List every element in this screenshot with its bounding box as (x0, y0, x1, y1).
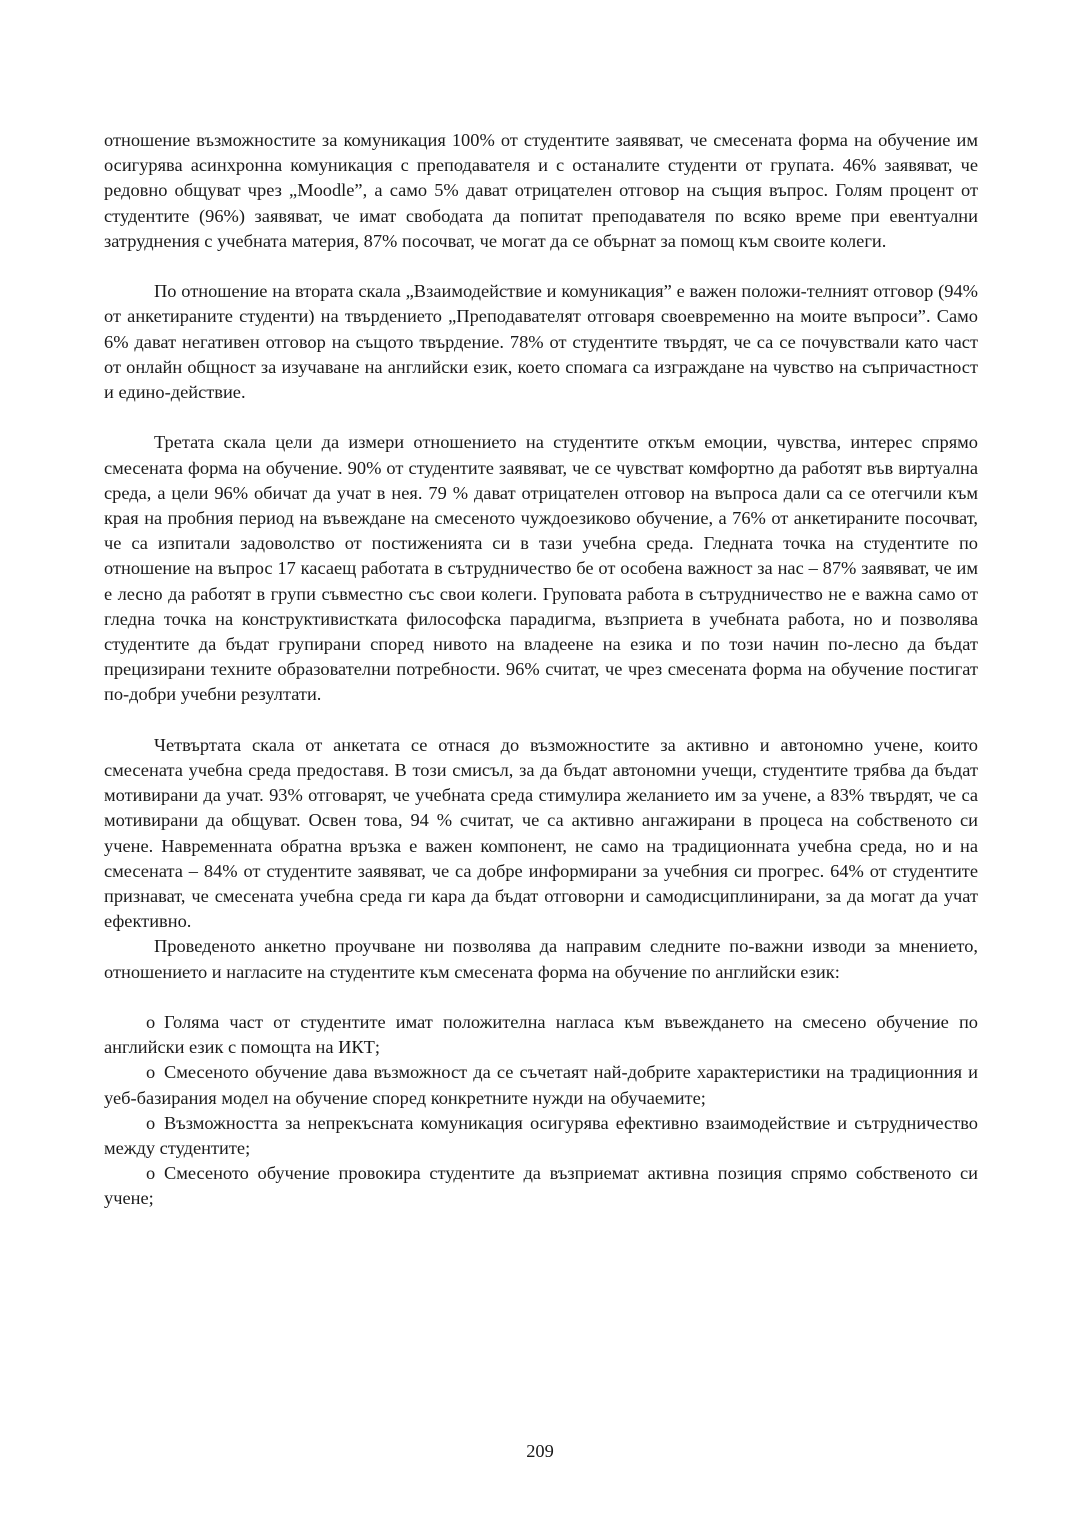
list-item (104, 1060, 978, 1110)
paragraph-4: Четвъртата скала от анкетата се отнася до възможностите за активно и автономно учене, които смесената учебна среда предоставя. В този смисъл, за да бъдат автономни учещи, студентите трябва да бъдат мотивирани да учат. 93% отговарят, че учебната среда стимулира желанието им за учене, а 83% твърдят, че са мотивирани да общуват. Освен това, 94 % считат, че са активно ангажирани в процеса на собственото си учене. Навременната обратна връзка е важен компонент, не само на традиционната учебна среда, но и на смесената – 84% от студентите заявяват, че са добре информирани за учебния си прогрес. 64% от студентите признават, че смесената учебна среда ги кара да бъдат отговорни и самодисциплинирани, за да могат да учат ефективно. (104, 734, 978, 932)
list-item-text: Голяма част от студентите имат положителна нагласа към въвеждането на смесено обучение по английски език с помощта на ИКТ; (104, 1012, 978, 1058)
circle-bullet-icon: o (146, 1062, 156, 1083)
page-number: 209 (526, 1441, 554, 1461)
list-item (104, 1161, 978, 1211)
list-item-text: Възможността за непрекъсната комуникация осигурява ефективно взаимодействие и сътрудничество между студентите; (104, 1112, 978, 1159)
paragraph-3: Третата скала цели да измери отношението на студентите откъм емоции, чувства, интерес спрямо смесената форма на обучение. 90% от студентите заявяват, че се чувстват комфортно да работят във виртуална среда, а цели 96% обичат да учат в нея. 79 % дават отрицателен отговор на въпроса дали са се отегчили към края на пробния период на въвеждане на смесеното чуждоезиково обучение, а 76% от анкетираните посочват, че са изпитали задоволство от постиженията си в тази учебна среда. Гледната точка на студентите по отношение на въпрос 17 касаещ работата в сътрудничество бе от особена важност за нас – 87% заявяват, че им е лесно да работят в групи съвместно със свои колеги. Груповата работа в сътрудничество не е важна само от гледна точка на конструктивистката философска парадигма, възприета в учебната работа, но и позволява студентите да бъдат групирани според нивото на владеене на езика и по този начин по-лесно да бъдат прецизирани техните образователни потребности. 96% считат, че чрез смесената форма на обучение постигат по-добри учебни резултати. (104, 432, 978, 705)
page-body (104, 128, 978, 1212)
circle-bullet-icon: o (146, 1012, 156, 1033)
list-item (104, 1010, 978, 1060)
paragraph-1: отношение възможностите за комуникация 100% от студентите заявяват, че смесената форма на обучение им осигурява асинхронна комуникация с преподавателя и с останалите студенти от групата. 46% заявяват, че редовно общуват чрез „Moodle”, а само 5% дават отрицателен отговор на същия въпрос. Голям процент от студентите (96%) заявяват, че имат свободата да попитат преподавателя по всяко време при евентуални затруднения с учебната материя, 87% посочват, че могат да се обърнат за помощ към своите колеги. (104, 130, 978, 251)
conclusions-list (104, 1010, 978, 1212)
circle-bullet-icon: o (146, 1163, 156, 1184)
paragraph-2: По отношение на втората скала „Взаимодействие и комуникация” е важен положи-телният отговор (94% от анкетираните студенти) на твърдението „Преподавателят отговаря своевременно на моите въпроси”. Само 6% дават негативен отговор на същото твърдение. 78% от студентите твърдят, че са се почувствали като част от онлайн общност за изучаване на английски език, което спомага са изграждане на чувство на съпричастност и едино-действие. (104, 281, 978, 403)
paragraph-5: Проведеното анкетно проучване ни позволява да направим следните по-важни изводи за мнението, отношението и нагласите на студентите към смесената форма на обучение по английски език: (104, 936, 978, 982)
list-item-text: Смесеното обучение дава възможност да се съчетаят най-добрите характеристики на традиционния и уеб-базирания модел на обучение според конкретните нужди на обучаемите; (104, 1062, 978, 1108)
circle-bullet-icon: o (146, 1112, 156, 1133)
list-item-text: Смесеното обучение провокира студентите да възприемат активна позиция спрямо собственото си учене; (104, 1163, 978, 1209)
list-item (104, 1111, 978, 1161)
